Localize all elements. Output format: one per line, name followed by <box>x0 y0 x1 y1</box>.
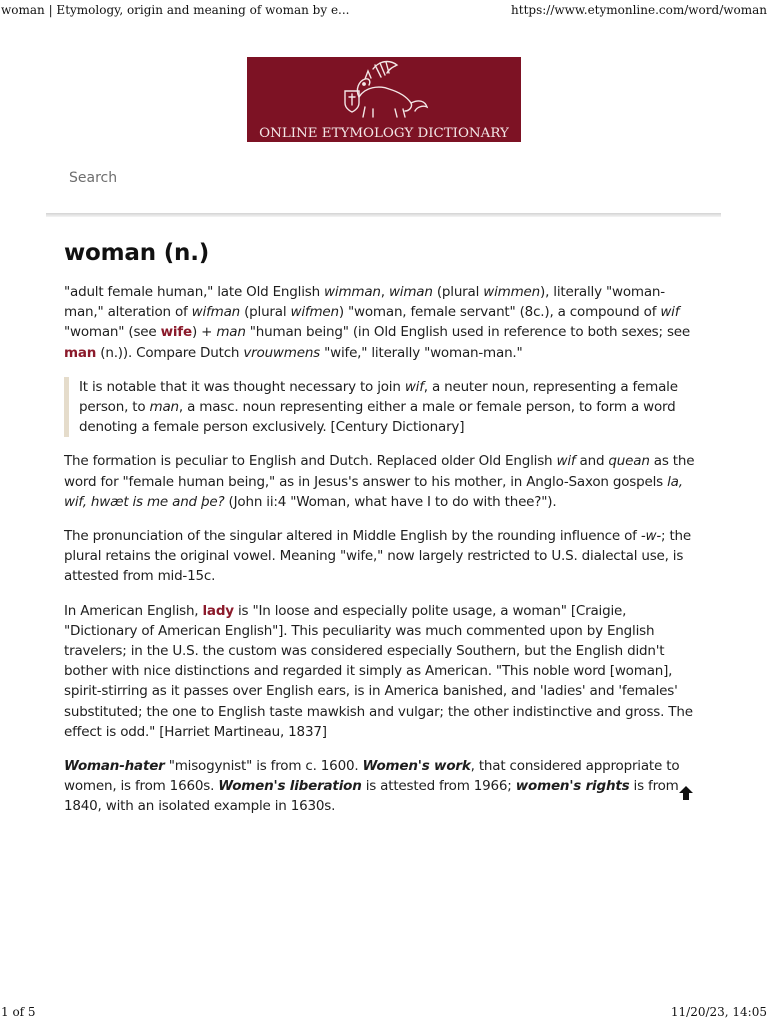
entry <box>64 240 696 831</box>
back-to-top-button[interactable] <box>676 783 696 803</box>
entry-paragraph-4: In American English, lady is "In loose and especially polite usage, a woman" [Craigie, "Dictionary of American English"]. This peculiarity was much commented upon by English travelers; in the U.S. the custom was considered especially Southern, but the English didn't bother with nice distinctions and regarded it simply as American. "This noble word [woman], spirit-stirring as it passes over English ears, is in America banished, and 'ladies' and 'females' substituted; the one to English taste mawkish and vulgar; the other indistinctive and gross. The effect is odd." [Harriet Martineau, 1837] <box>64 602 693 740</box>
link-wife[interactable]: wife <box>160 324 192 341</box>
print-page-url: https://www.etymonline.com/word/woman <box>511 3 767 17</box>
print-page-number: 1 of 5 <box>1 1005 36 1019</box>
search-divider <box>46 213 721 217</box>
century-dictionary-quote: It is notable that it was thought necessary to join wif, a neuter noun, representing a female person, to man, a masc. noun representing either a male or female person, to form a word denoting a female person exclusively. [Century Dictionary] <box>64 377 696 438</box>
search-input[interactable] <box>60 164 669 192</box>
entry-paragraph-1: "adult female human," late Old English wimman, wiman (plural wimmen), literally "woman-man," alteration of wifman (plural wifmen) "woman, female servant" (8c.), a compound of wif "woman" (see wife) + man "human being" (in Old English used in reference to both sexes; see man (n.)). Compare Dutch vrouwmens "wife," literally "woman-man." <box>64 284 690 361</box>
link-lady[interactable]: lady <box>202 602 234 619</box>
logo-text: ONLINE ETYMOLOGY DICTIONARY <box>259 126 509 141</box>
print-page-title: woman | Etymology, origin and meaning of woman by e... <box>1 3 350 17</box>
site-logo[interactable] <box>247 57 521 142</box>
link-man[interactable]: man <box>64 344 97 361</box>
arrow-up-icon <box>676 783 696 803</box>
entry-paragraph-2: The formation is peculiar to English and Dutch. Replaced older Old English wif and quean as the word for "female human being," as in Jesus's answer to his mother, in Anglo-Saxon gospels la, wif, hwæt is me and þe? (John ii:4 "Woman, what have I to do with thee?"). <box>64 453 695 510</box>
print-datetime: 11/20/23, 14:05 <box>670 1005 767 1019</box>
entry-headword: woman (n.) <box>64 240 210 266</box>
entry-paragraph-5: Woman-hater "misogynist" is from c. 1600. Women's work, that considered appropriate to women, is from 1660s. Women's liberation is attested from 1966; women's rights is from 1840, with an isolated example in 1630s. <box>64 758 680 815</box>
entry-paragraph-3: The pronunciation of the singular altered in Middle English by the rounding influence of -w-; the plural retains the original vowel. Meaning "wife," now largely restricted to U.S. dialectal use, is attested from mid-15c. <box>64 528 691 585</box>
griffin-icon <box>247 57 521 129</box>
print-header <box>1 3 767 19</box>
print-footer <box>1 1005 767 1021</box>
